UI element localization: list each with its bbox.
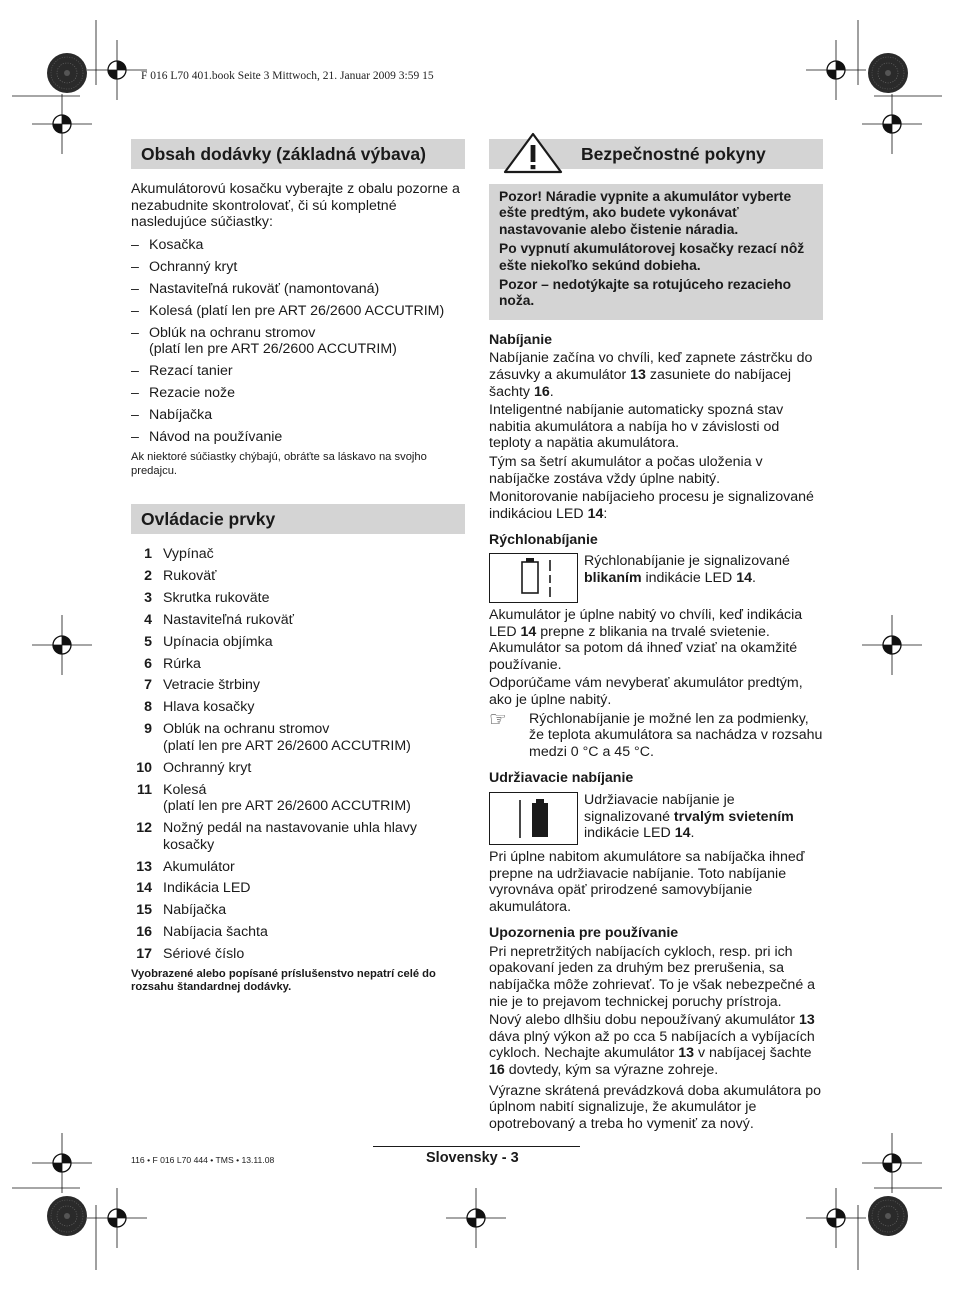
battery-full-icon bbox=[490, 793, 577, 844]
crosshair-icon bbox=[32, 94, 92, 154]
control-label: Rúrka bbox=[163, 655, 201, 672]
control-number: 8 bbox=[144, 699, 152, 716]
fast-p2: Odporúčame vám nevyberať akumulátor predtým, ako je úplne nabitý. bbox=[489, 675, 803, 708]
control-number: 14 bbox=[136, 880, 152, 897]
charging-p3: Tým sa šetrí akumulátor a počas uloženia v nabíjačke zostáva vždy úplne nabitý. bbox=[489, 454, 763, 487]
control-number: 6 bbox=[144, 655, 152, 672]
control-item bbox=[131, 677, 465, 694]
control-label: Indikácia LED bbox=[163, 880, 251, 897]
control-number: 7 bbox=[144, 677, 152, 694]
control-item bbox=[131, 859, 465, 876]
led-steady-box bbox=[489, 792, 578, 845]
control-label: Nožný pedál na nastavovanie uhla hlavy kosačky bbox=[163, 820, 417, 853]
star-mark-icon bbox=[868, 53, 908, 93]
footer-print-code: 116 • F 016 L70 444 • TMS • 13.11.08 bbox=[131, 1155, 275, 1165]
safety-warning: Pozor – nedotýkajte sa rotujúceho rezacieho noža. bbox=[499, 277, 792, 309]
right-column bbox=[489, 139, 823, 1134]
footer-rule bbox=[373, 1146, 580, 1147]
delivery-item: – Rezacie nože bbox=[131, 385, 465, 402]
delivery-note: Ak niektoré súčiastky chýbajú, obráťte sa láskavo na svojho predajcu. bbox=[131, 451, 427, 477]
charging-heading: Nabíjanie bbox=[489, 331, 553, 348]
control-label: Upínacia objímka bbox=[163, 633, 273, 650]
delivery-item: – Kosačka bbox=[131, 237, 465, 254]
star-mark-icon bbox=[47, 53, 87, 93]
print-meta-line: F 016 L70 401.book Seite 3 Mittwoch, 21. Januar 2009 3:59 15 bbox=[141, 70, 434, 82]
usage-p3: Výrazne skrátená prevádzková doba akumulátora po úplnom nabití signalizuje, že akumulátor je opotrebovaný a treba ho vymeniť za nový. bbox=[489, 1082, 822, 1132]
control-item bbox=[131, 880, 465, 897]
crosshair-icon bbox=[862, 1133, 922, 1193]
control-item bbox=[131, 924, 465, 941]
crosshair-icon bbox=[862, 94, 922, 154]
crosshair-icon bbox=[862, 615, 922, 675]
control-number: 1 bbox=[144, 546, 152, 563]
control-number: 10 bbox=[136, 759, 152, 776]
fast-hint bbox=[489, 708, 823, 761]
charging-p2: Inteligentné nabíjanie automaticky spozná stav nabitia akumulátora a nabíja ho v závislosti od teploty a napätia akumulátora. bbox=[489, 402, 784, 452]
control-label: Hlava kosačky bbox=[163, 699, 255, 716]
charging-p1: Nabíjanie začína vo chvíli, keď zapnete zástrčku do zásuvky a akumulátor 13 zasuniete do nabíjacej šachty 16. bbox=[489, 350, 813, 400]
maintenance-charging-heading: Udržiavacie nabíjanie bbox=[489, 770, 634, 787]
fast-hint-text: Rýchlonabíjanie je možné len za podmienky, že teplota akumulátora sa nachádza v rozsahu medzi 0 °C a 45 °C. bbox=[529, 710, 823, 760]
fast-led-text: Rýchlonabíjanie je signalizované blikaním indikácie LED 14. bbox=[584, 552, 790, 586]
maint-p1: Pri úplne nabitom akumulátore sa nabíjačka ihneď prepne na udržiavacie nabíjanie. Toto nabíjanie vyrovnáva opäť prirodzené samovybíjanie akumulátora. bbox=[489, 848, 805, 915]
control-item bbox=[131, 946, 465, 963]
control-item bbox=[131, 820, 465, 853]
control-number: 15 bbox=[136, 902, 152, 919]
control-label: Sériové číslo bbox=[163, 946, 245, 963]
led-blinking-box bbox=[489, 553, 578, 603]
page-number: Slovensky - 3 bbox=[426, 1150, 519, 1166]
control-label: Vetracie štrbiny bbox=[163, 677, 260, 694]
control-number: 5 bbox=[144, 633, 152, 650]
crosshair-icon bbox=[806, 40, 866, 100]
delivery-item: – Rezací tanier bbox=[131, 363, 465, 380]
control-item bbox=[131, 546, 465, 563]
delivery-heading: Obsah dodávky (základná výbava) bbox=[131, 139, 465, 169]
crosshair-icon bbox=[806, 1188, 866, 1248]
delivery-item: – Nastaviteľná rukoväť (namontovaná) bbox=[131, 281, 465, 298]
pointing-hand-icon: ☞ bbox=[489, 708, 507, 731]
delivery-item: – Ochranný kryt bbox=[131, 259, 465, 276]
controls-note: Vyobrazené alebo popísané príslušenstvo nepatrí celé do rozsahu štandardnej dodávky. bbox=[131, 967, 436, 994]
maint-led-row bbox=[489, 792, 823, 845]
crosshair-icon bbox=[32, 1133, 92, 1193]
control-label: Akumulátor bbox=[163, 858, 235, 875]
delivery-list bbox=[131, 237, 465, 446]
safety-heading: Bezpečnostné pokyny bbox=[581, 143, 766, 164]
control-item bbox=[131, 634, 465, 651]
control-label: Nabíjacia šachta bbox=[163, 924, 268, 941]
control-label: Rukoväť bbox=[163, 567, 217, 584]
control-item bbox=[131, 760, 465, 777]
control-item bbox=[131, 699, 465, 716]
control-label: Nabíjačka bbox=[163, 902, 227, 919]
delivery-item: – Kolesá (platí len pre ART 26/2600 ACCUTRIM) bbox=[131, 303, 465, 320]
control-number: 4 bbox=[144, 611, 152, 628]
control-item bbox=[131, 782, 465, 815]
control-item bbox=[131, 721, 465, 754]
control-number: 9 bbox=[144, 721, 152, 738]
maint-led-text: Udržiavacie nabíjanie je signalizované trvalým svietením indikácie LED 14. bbox=[584, 791, 794, 842]
controls-heading: Ovládacie prvky bbox=[131, 504, 465, 534]
control-item bbox=[131, 568, 465, 585]
fast-charging-heading: Rýchlonabíjanie bbox=[489, 532, 598, 549]
crosshair-icon bbox=[446, 1188, 506, 1248]
control-item bbox=[131, 902, 465, 919]
control-label: Kolesá (platí len pre ART 26/2600 ACCUTRIM) bbox=[163, 781, 411, 815]
control-number: 11 bbox=[137, 781, 152, 798]
control-number: 2 bbox=[144, 567, 152, 584]
safety-warning: Pozor! Náradie vypnite a akumulátor vyberte ešte predtým, ako budete vykonávať nastavovanie alebo čistenie náradia. bbox=[499, 189, 792, 237]
control-item bbox=[131, 656, 465, 673]
warning-triangle-icon bbox=[503, 132, 563, 174]
control-item bbox=[131, 590, 465, 607]
control-item bbox=[131, 612, 465, 629]
safety-warning: Po vypnutí akumulátorovej kosačky rezací nôž ešte niekoľko sekúnd dobieha. bbox=[499, 241, 805, 273]
star-mark-icon bbox=[47, 1196, 87, 1236]
control-number: 13 bbox=[136, 858, 152, 875]
delivery-item: – Oblúk na ochranu stromov (platí len pre ART 26/2600 ACCUTRIM) bbox=[131, 325, 465, 358]
control-label: Oblúk na ochranu stromov (platí len pre ART 26/2600 ACCUTRIM) bbox=[163, 721, 411, 754]
star-mark-icon bbox=[868, 1196, 908, 1236]
control-number: 3 bbox=[144, 589, 152, 606]
fast-p1: Akumulátor je úplne nabitý vo chvíli, keď indikácia LED 14 prepne z blikania na trvalé svietenie. Akumulátor sa potom dá ihneď vziať na okamžité používanie. bbox=[489, 606, 803, 673]
controls-list bbox=[131, 546, 465, 963]
usage-p1: Pri nepretržitých nabíjacích cykloch, resp. pri ich opakovaní jeden za druhým bez prerušenia, sa nabíjačka môže zohrievať. To je však nebezpečné a nie je to prejavom technickej poruchy prístroja. bbox=[489, 943, 816, 1010]
safety-warning-box bbox=[489, 184, 823, 320]
usage-heading: Upozornenia pre používanie bbox=[489, 925, 679, 942]
delivery-intro: Akumulátorovú kosačku vyberajte z obalu pozorne a nezabudnite skontrolovať, či sú kompletné nasledujúce súčiastky: bbox=[131, 181, 460, 231]
control-number: 16 bbox=[136, 924, 152, 941]
crosshair-icon bbox=[32, 615, 92, 675]
delivery-item: – Nabíjačka bbox=[131, 407, 465, 424]
battery-blinking-icon bbox=[490, 554, 577, 602]
control-label: Skrutka rukoväte bbox=[163, 589, 270, 606]
charging-p4: Monitorovanie nabíjacieho procesu je signalizované indikáciou LED 14: bbox=[489, 489, 814, 522]
control-label: Nastaviteľná rukoväť bbox=[163, 611, 294, 628]
control-number: 12 bbox=[136, 820, 152, 837]
control-label: Vypínač bbox=[163, 546, 214, 563]
control-number: 17 bbox=[136, 946, 152, 963]
delivery-item: – Návod na používanie bbox=[131, 429, 465, 446]
control-label: Ochranný kryt bbox=[163, 759, 252, 776]
fast-led-row bbox=[489, 553, 823, 603]
safety-heading-bar bbox=[489, 139, 823, 169]
left-column bbox=[131, 139, 465, 995]
usage-p2: Nový alebo dlhšiu dobu nepoužívaný akumulátor 13 dáva plný výkon až po cca 5 nabíjacích a vybíjacích cykloch. Nechajte akumulátor 13 v nabíjacej šachte 16 dovtedy, kým sa výrazne zohreje. bbox=[489, 1012, 815, 1079]
